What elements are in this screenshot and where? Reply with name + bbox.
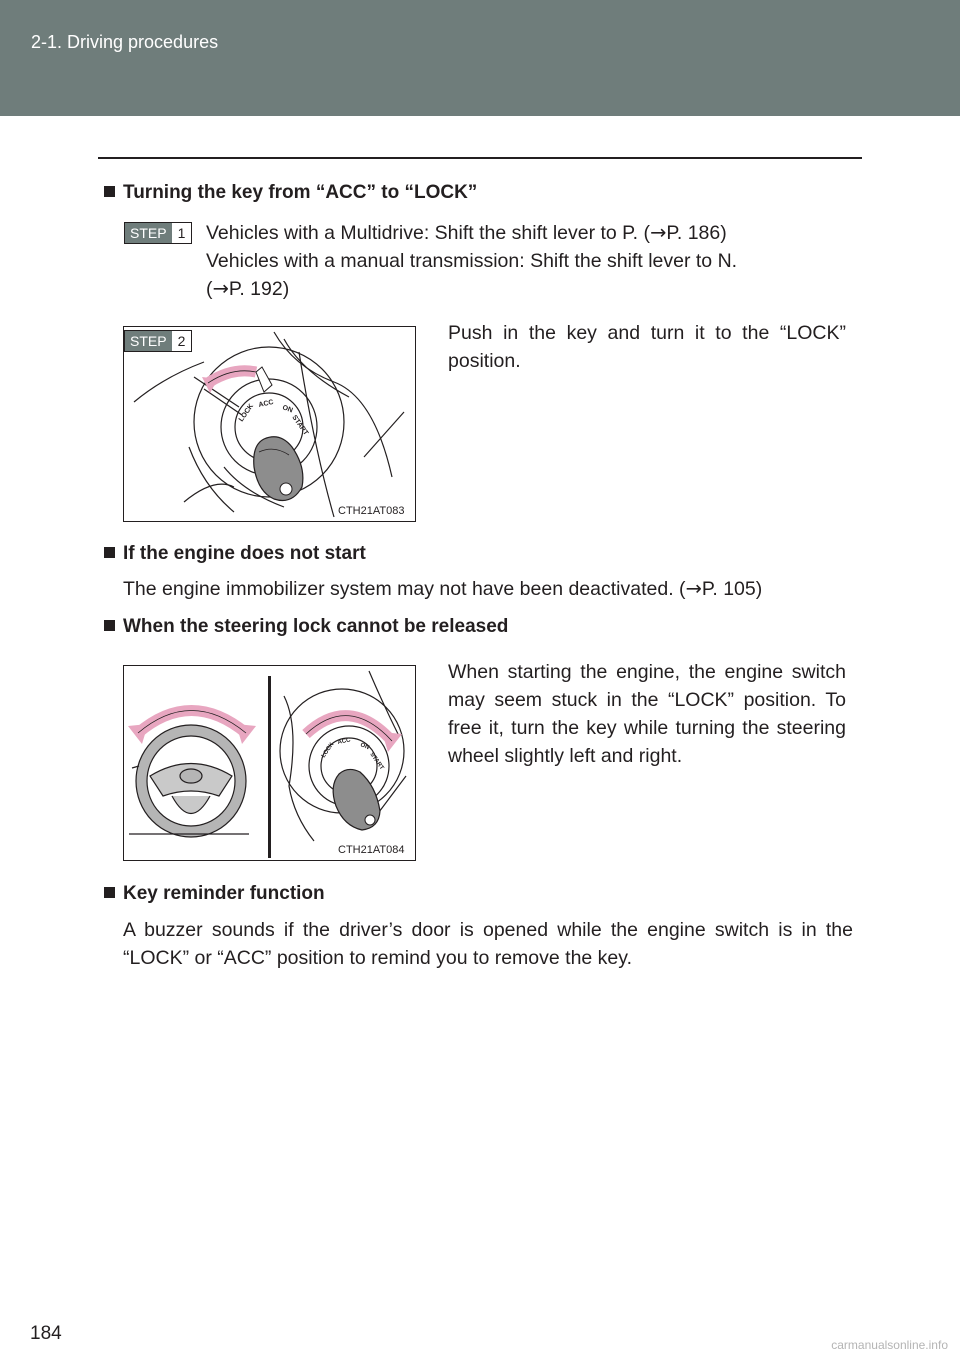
bullet-square-icon — [104, 547, 115, 558]
steering-lock-text: When starting the engine, the engine switch may seem stuck in the “LOCK” position. To free it, turn the key while turning the steering wheel slightly left and right. — [448, 661, 846, 767]
switch-label-lock: LOCK — [320, 741, 336, 760]
figure-key-to-lock — [123, 326, 416, 522]
switch-label-start: START — [368, 751, 385, 772]
arrow-right-icon: → — [212, 277, 229, 300]
step-1-text: Vehicles with a Multidrive: Shift the shift lever to P. (→P. 186) Vehicles with a manual transmission: Shift the shift lever to N. (→P. 192) — [206, 221, 738, 300]
arrow-right-icon: → — [650, 221, 667, 244]
key-reminder-text: A buzzer sounds if the driver’s door is opened while the engine switch is in the “LOCK” or “ACC” position to remind you to remove the key. — [123, 919, 853, 969]
engine-not-start-text: The engine immobilizer system may not have been deactivated. (→P. 105) — [123, 577, 763, 600]
switch-label-acc: ACC — [257, 398, 275, 409]
bullet-square-icon — [104, 620, 115, 631]
heading-acc-to-lock: Turning the key from “ACC” to “LOCK” — [104, 182, 477, 204]
switch-label-lock: LOCK — [237, 402, 256, 424]
step-2-text: Push in the key and turn it to the “LOCK” position. — [448, 322, 846, 372]
bullet-square-icon — [104, 887, 115, 898]
step-2-badge: STEP 2 — [124, 330, 192, 352]
page-number: 184 — [30, 1323, 62, 1344]
heading-steering-lock: When the steering lock cannot be released — [104, 616, 508, 638]
bullet-square-icon — [104, 186, 115, 197]
switch-label-on: ON — [359, 742, 370, 752]
heading-key-reminder: Key reminder function — [104, 883, 325, 905]
figure-code: CTH21AT084 — [338, 844, 405, 856]
step-1-badge: STEP 1 — [124, 222, 192, 244]
figure-steering-wheel — [123, 665, 416, 861]
arrow-right-icon: → — [685, 577, 702, 600]
section-title: 2-1. Driving procedures — [31, 32, 219, 52]
heading-engine-not-start: If the engine does not start — [104, 543, 366, 565]
switch-label-start: START — [290, 414, 310, 437]
page-header — [0, 0, 960, 116]
header-rule — [98, 157, 862, 159]
switch-label-on: ON — [281, 404, 294, 415]
figure-code: CTH21AT083 — [338, 505, 405, 517]
switch-label-acc: ACC — [337, 737, 352, 746]
watermark: carmanualsonline.info — [831, 1338, 948, 1352]
